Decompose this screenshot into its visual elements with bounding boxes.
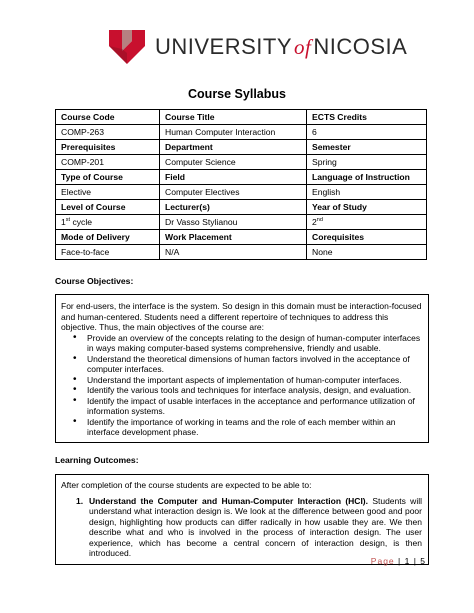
table-cell: None bbox=[307, 245, 427, 260]
course-info-table bbox=[55, 109, 427, 260]
table-cell: Mode of Delivery bbox=[56, 230, 160, 245]
table-cell: Lecturer(s) bbox=[160, 200, 307, 215]
table-cell: Corequisites bbox=[307, 230, 427, 245]
table-header-row bbox=[56, 200, 427, 215]
outcomes-heading: Learning Outcomes: bbox=[55, 455, 139, 465]
objectives-intro: For end-users, the interface is the system. So design in this domain must be interaction-focused and human-centered. Students need a different repertoire of techniques to address this objective. Thus, the main objectives of the course are: bbox=[61, 301, 422, 332]
table-cell: Type of Course bbox=[56, 170, 160, 185]
table-cell: Face-to-face bbox=[56, 245, 160, 260]
outcomes-box bbox=[55, 474, 429, 565]
table-row bbox=[56, 245, 427, 260]
logo-wordmark: UNIVERSITYofNICOSIA bbox=[155, 34, 408, 59]
list-item: • Provide an overview of the concepts relating to the design of human-computer interfaces in ways making computer-based systems comprehensive, friendly and usable. bbox=[73, 333, 422, 354]
table-cell: Spring bbox=[307, 155, 427, 170]
table-cell: Level of Course bbox=[56, 200, 160, 215]
table-cell: 1st cycle bbox=[56, 215, 160, 230]
table-cell: COMP-263 bbox=[56, 125, 160, 140]
outcomes-intro: After completion of the course students are expected to be able to: bbox=[61, 480, 312, 490]
table-cell: Dr Vasso Stylianou bbox=[160, 215, 307, 230]
table-cell: Work Placement bbox=[160, 230, 307, 245]
table-cell: ECTS Credits bbox=[307, 110, 427, 125]
table-cell: Semester bbox=[307, 140, 427, 155]
table-cell: 2nd bbox=[307, 215, 427, 230]
objectives-box bbox=[55, 294, 429, 443]
table-cell: Human Computer Interaction bbox=[160, 125, 307, 140]
list-item: • Understand the important aspects of implementation of human-computer interfaces. bbox=[73, 375, 422, 386]
table-cell: 6 bbox=[307, 125, 427, 140]
page-title: Course Syllabus bbox=[188, 87, 286, 101]
table-header-row bbox=[56, 140, 427, 155]
table-cell: Field bbox=[160, 170, 307, 185]
objectives-list bbox=[73, 333, 422, 438]
table-cell: Department bbox=[160, 140, 307, 155]
list-item: • Identify the various tools and techniques for interface analysis, design, and evaluation. bbox=[73, 385, 422, 396]
table-cell: COMP-201 bbox=[56, 155, 160, 170]
table-header-row bbox=[56, 170, 427, 185]
table-header-row bbox=[56, 110, 427, 125]
objectives-heading: Course Objectives: bbox=[55, 276, 134, 286]
logo-emblem-icon bbox=[108, 27, 146, 67]
table-row bbox=[56, 185, 427, 200]
table-row bbox=[56, 215, 427, 230]
table-cell: Year of Study bbox=[307, 200, 427, 215]
table-cell: Language of Instruction bbox=[307, 170, 427, 185]
table-cell: Course Code bbox=[56, 110, 160, 125]
outcomes-list bbox=[61, 496, 422, 559]
table-header-row bbox=[56, 230, 427, 245]
table-cell: English bbox=[307, 185, 427, 200]
table-cell: Computer Electives bbox=[160, 185, 307, 200]
university-logo bbox=[108, 27, 407, 67]
list-item: 1. Understand the Computer and Human-Computer Interaction (HCI). Students will understand what interaction design is. We look at the difference between good and poor design, highlighting how products can differ radically in how usable they are. We then describe what and who is involved in the process of interaction design. The user experience, which has become a central concern of interaction design, is then introduced. bbox=[76, 495, 422, 558]
table-cell: Elective bbox=[56, 185, 160, 200]
table-cell: N/A bbox=[160, 245, 307, 260]
page-footer: Page | 1 | 5 bbox=[370, 556, 426, 566]
table-cell: Computer Science bbox=[160, 155, 307, 170]
table-row bbox=[56, 125, 427, 140]
table-cell: Prerequisites bbox=[56, 140, 160, 155]
table-row bbox=[56, 155, 427, 170]
list-item: • Identify the impact of usable interfaces in the acceptance and performance utilization of information systems. bbox=[73, 396, 422, 417]
list-item: • Understand the theoretical dimensions of human factors involved in the acceptance of computer interfaces. bbox=[73, 354, 422, 375]
table-cell: Course Title bbox=[160, 110, 307, 125]
list-item: • Identify the importance of working in teams and the role of each member within an interface development phase. bbox=[73, 417, 422, 438]
